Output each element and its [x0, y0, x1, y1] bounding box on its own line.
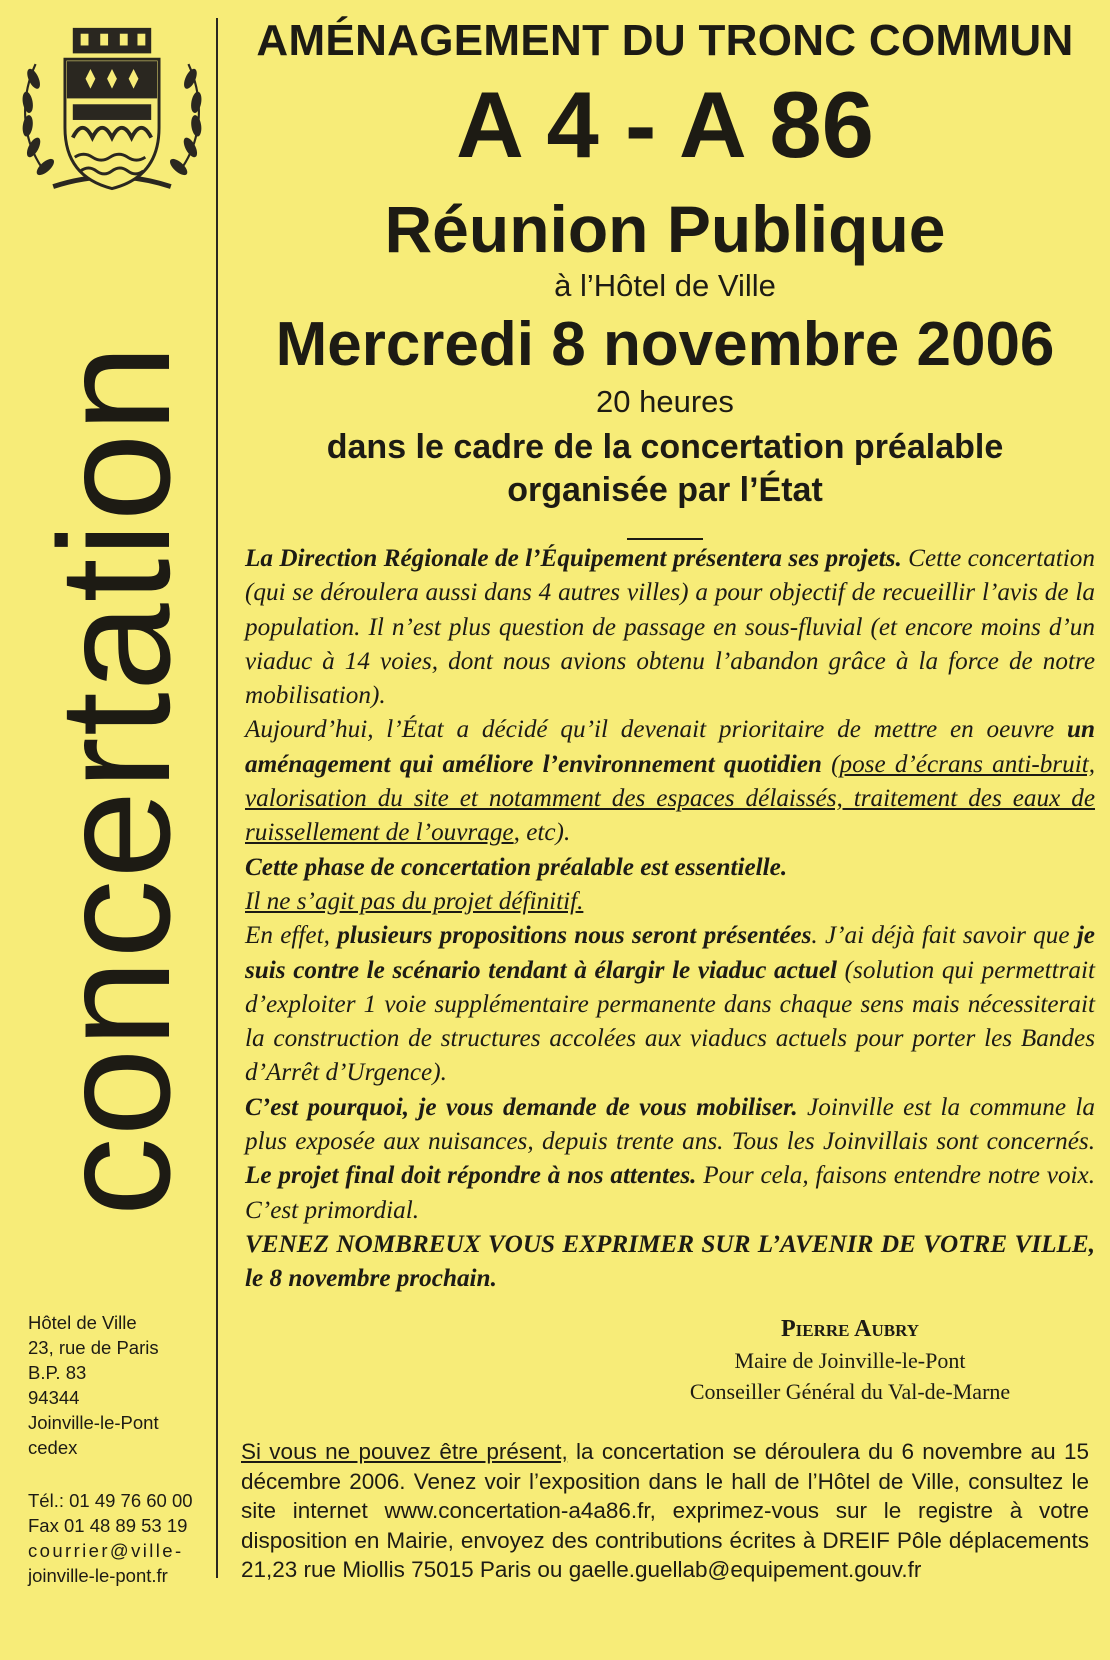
meeting-context [230, 426, 1100, 512]
letter-text: (solution qui permettrait d’exploiter 1 voie supplémentaire permanente dans chaque sens mais nécessiterait la construction de structures accolées aux viaducs actuels pour porter les Bandes d’Arrêt d’Urgence). [245, 956, 1095, 1087]
address-line: Hôtel de Ville [28, 1312, 137, 1333]
meeting-heading: Réunion Publique [384, 192, 946, 266]
vertical-divider [216, 18, 218, 1578]
letter-paragraph [245, 885, 1095, 919]
letter-emphasis: un aménagement qui améliore l’environnement quotidien [245, 716, 1095, 778]
fax-number: Fax 01 48 89 53 19 [28, 1515, 188, 1536]
letter-emphasis: plusieurs propositions nous seront présentées [337, 922, 812, 950]
context-line: dans le cadre de la concertation préalable [326, 428, 1004, 466]
page-title: AMÉNAGEMENT DU TRONC COMMUN [256, 16, 1074, 65]
mayor-letter [245, 542, 1095, 1297]
letter-paragraph [245, 851, 1095, 885]
letter-text: En effet, [245, 922, 338, 950]
letter-paragraph [245, 713, 1095, 850]
signatory-role: Maire de Joinville-le-Pont [734, 1348, 966, 1373]
letter-emphasis: C’est pourquoi, je vous demande de vous mobiliser. [245, 1093, 798, 1121]
letter-text: . J’ai déjà fait savoir que [811, 922, 1077, 950]
meeting-date: Mercredi 8 novembre 2006 [275, 310, 1055, 379]
letter-text: , etc). [513, 819, 571, 847]
section-divider [627, 538, 703, 540]
email-line: courrier@ville- [28, 1540, 184, 1561]
letter-underlined: Il ne s’agit pas du projet définitif. [245, 887, 584, 915]
address-line: B.P. 83 [28, 1362, 87, 1383]
address-line: Joinville-le-Pont [28, 1412, 159, 1433]
letter-emphasis: La Direction Régionale de l’Équipement présentera ses projets. [245, 545, 902, 572]
letter-call-to-action: VENEZ NOMBREUX VOUS EXPRIMER SUR L’AVENIR DE VOTRE VILLE, le 8 novembre prochain. [245, 1230, 1095, 1293]
letter-paragraph [245, 542, 1095, 713]
signatory-name: Pierre Aubry [780, 1316, 920, 1342]
email-line: joinville-le-pont.fr [28, 1565, 168, 1586]
letter-paragraph [245, 1091, 1095, 1228]
meeting-time: 20 heures [596, 384, 734, 419]
address-line: cedex [28, 1437, 78, 1458]
address-line: 94344 [28, 1387, 80, 1408]
letter-emphasis: Cette phase de concertation préalable est essentielle. [245, 853, 788, 881]
letter-text: Cette concertation (qui se déroulera aussi dans 4 autres villes) a pour objectif de recueillir l’avis de la population. Il n’est plus question de passage en sous-fluvial (et encore moins d’un viaduc à 14 voies, dont nous avions obtenu l’abandon grâce à la force de notre mobilisation). [245, 545, 1095, 710]
context-line: organisée par l’État [507, 471, 823, 509]
letter-text: ( [821, 750, 840, 778]
meeting-place: à l’Hôtel de Ville [554, 268, 776, 303]
letter-text: Joinville est la commune la plus exposée aux nuisances, depuis trente ans. Tous les Joinvillais sont concernés. [245, 1093, 1095, 1156]
vertical-title: concertation [27, 343, 203, 1217]
address-line: 23, rue de Paris [28, 1337, 159, 1358]
signature-block [640, 1314, 1060, 1407]
footer-underlined: Si vous ne pouvez être présent, [241, 1439, 568, 1464]
contact-address-block [28, 1310, 214, 1588]
letter-emphasis: Le projet final doit répondre à nos attentes. [245, 1162, 697, 1190]
letter-emphasis: je suis contre le scénario tendant à élargir le viaduc actuel [245, 922, 1095, 984]
letter-text: Aujourd’hui, l’État a décidé qu’il devenait prioritaire de mettre en oeuvre [245, 716, 1067, 744]
letter-underlined: pose d’écrans anti-bruit, valorisation du site et notamment des espaces délaissés, traitement des eaux de ruissellement de l’ouvrage [245, 750, 1095, 847]
letter-paragraph [245, 919, 1095, 1090]
footer-info [241, 1437, 1089, 1585]
phone-number: Tél.: 01 49 76 60 00 [28, 1490, 193, 1511]
letter-text: Pour cela, faisons entendre notre voix. C’est primordial. [245, 1162, 1096, 1224]
city-coat-of-arms-icon [14, 20, 210, 216]
signatory-role: Conseiller Général du Val-de-Marne [689, 1379, 1011, 1404]
road-name: A 4 - A 86 [456, 72, 874, 177]
footer-text: la concertation se déroulera du 6 novembre au 15 décembre 2006. Venez voir l’exposition dans le hall de l’Hôtel de Ville, consultez le site internet www.concertation-a4a86.fr, exprimez-vous sur le registre à votre disposition en Mairie, envoyez des contributions écrites à DREIF Pôle déplacements 21,23 rue Miollis 75015 Paris ou gaelle.guellab@equipement.gouv.fr [241, 1439, 1089, 1582]
